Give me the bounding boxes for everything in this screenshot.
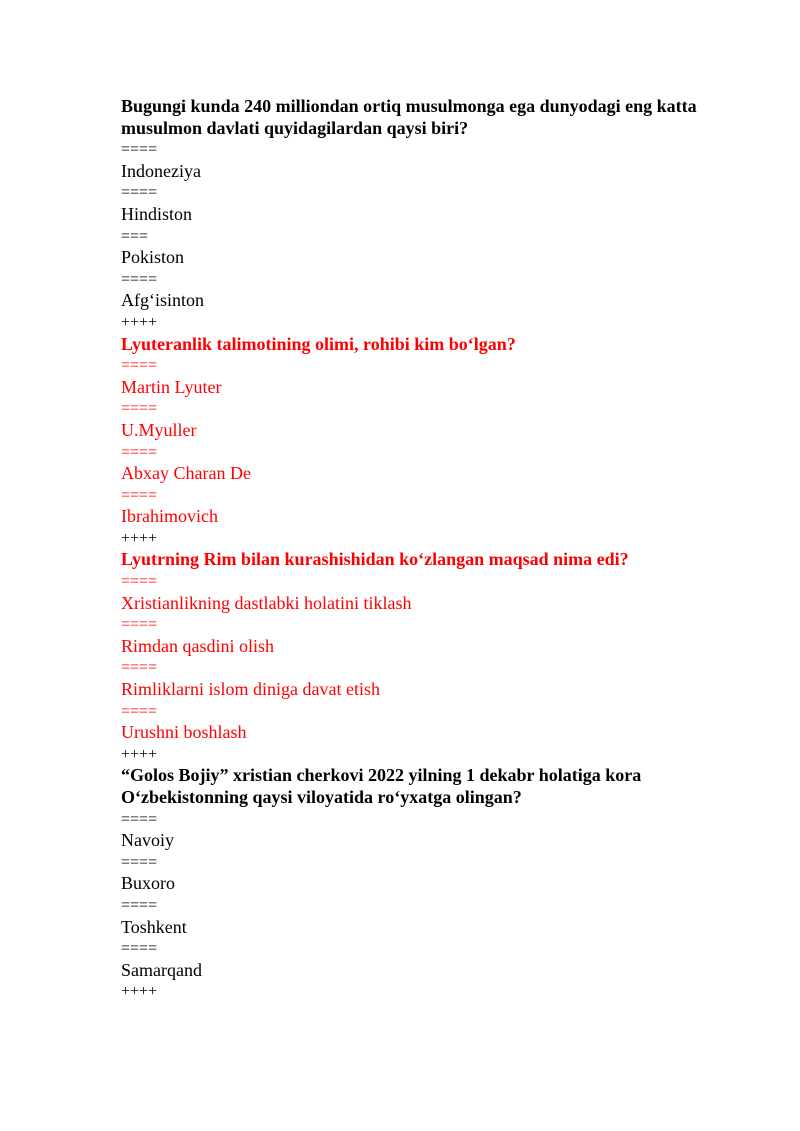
question-text: Bugungi kunda 240 milliondan ortiq musulmonga ega dunyodagi eng katta musulmon davlati quyidagilardan qaysi biri? xyxy=(121,96,702,138)
option-separator: ==== xyxy=(121,853,158,871)
answer-option: Buxoro xyxy=(121,873,175,894)
option-separator: ==== xyxy=(121,400,158,418)
question-block xyxy=(121,549,741,765)
end-marker: ++++ xyxy=(121,745,158,763)
option-separator: ==== xyxy=(121,270,158,288)
option-separator: ==== xyxy=(121,616,158,634)
question-text: “Golos Bojiy” xristian cherkovi 2022 yilning 1 dekabr holatiga kora O‘zbekistonning qaysi viloyatida ro‘yxatga olingan? xyxy=(121,765,646,807)
answer-option: Hindiston xyxy=(121,203,193,224)
option-separator: === xyxy=(121,227,149,245)
option-separator: ==== xyxy=(121,443,158,461)
option-separator: ==== xyxy=(121,573,158,591)
option-separator: ==== xyxy=(121,357,158,375)
answer-option: U.Myuller xyxy=(121,419,197,440)
option-separator: ==== xyxy=(121,702,158,720)
answer-option: Xristianlikning dastlabki holatini tiklash xyxy=(121,592,412,613)
answer-option: Rimliklarni islom diniga davat etish xyxy=(121,679,380,700)
answer-option: Navoiy xyxy=(121,830,174,851)
answer-option: Martin Lyuter xyxy=(121,376,222,397)
answer-option: Toshkent xyxy=(121,916,187,937)
question-block xyxy=(121,765,741,1003)
answer-option: Urushni boshlash xyxy=(121,722,247,743)
answer-option: Indoneziya xyxy=(121,160,201,181)
question-text: Lyutrning Rim bilan kurashishidan ko‘zlangan maqsad nima edi? xyxy=(121,549,629,570)
end-marker: ++++ xyxy=(121,983,158,1001)
answer-option: Rimdan qasdini olish xyxy=(121,635,274,656)
question-block xyxy=(121,334,741,550)
option-separator: ==== xyxy=(121,940,158,958)
option-separator: ==== xyxy=(121,141,158,159)
answer-option: Pokiston xyxy=(121,247,185,268)
answer-option: Samarqand xyxy=(121,959,202,980)
answer-option: Abxay Charan De xyxy=(121,463,251,484)
answer-option: Ibrahimovich xyxy=(121,506,218,527)
option-separator: ==== xyxy=(121,184,158,202)
option-separator: ==== xyxy=(121,486,158,504)
end-marker: ++++ xyxy=(121,313,158,331)
question-text: Lyuteranlik talimotining olimi, rohibi kim bo‘lgan? xyxy=(121,333,516,354)
end-marker: ++++ xyxy=(121,529,158,547)
option-separator: ==== xyxy=(121,659,158,677)
option-separator: ==== xyxy=(121,810,158,828)
answer-option: Afg‘isinton xyxy=(121,290,204,311)
option-separator: ==== xyxy=(121,896,158,914)
document-body xyxy=(121,96,741,1003)
question-block xyxy=(121,96,741,334)
